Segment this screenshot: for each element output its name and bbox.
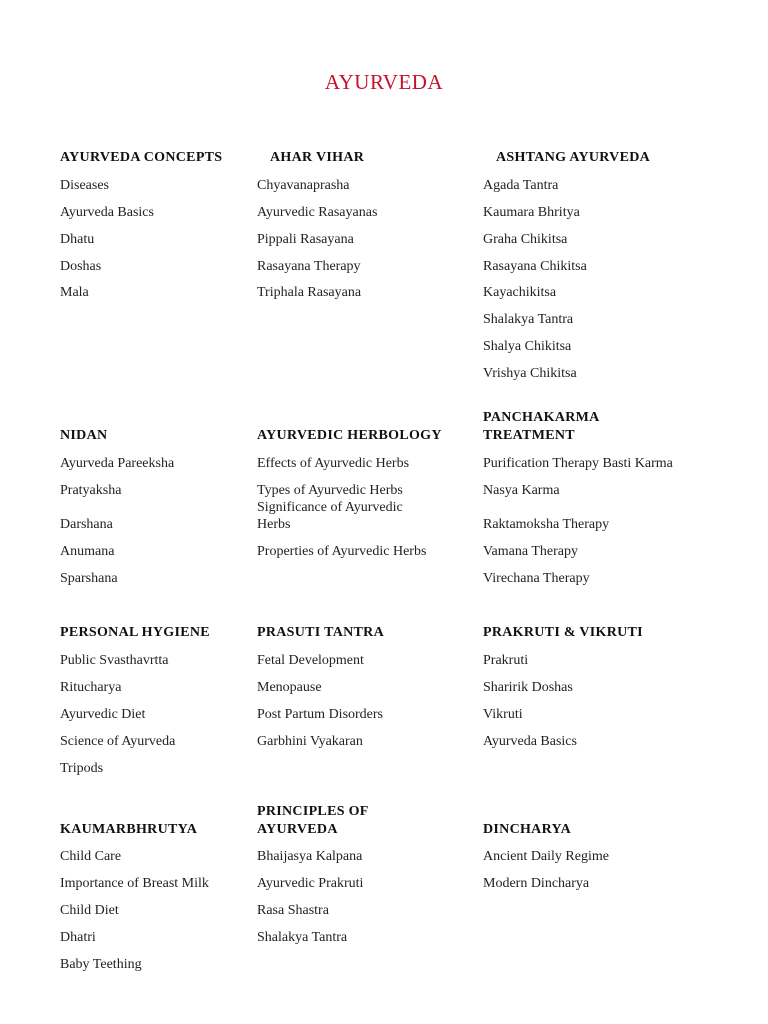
- section-heading-principles-line2[interactable]: AYURVEDA: [257, 822, 338, 837]
- list-item[interactable]: Darshana: [60, 517, 113, 532]
- list-item[interactable]: Pippali Rasayana: [257, 232, 354, 247]
- section-heading-kaumarbhrutya[interactable]: KAUMARBHRUTYA: [60, 822, 198, 837]
- list-item[interactable]: Chyavanaprasha: [257, 178, 350, 193]
- list-item[interactable]: Fetal Development: [257, 653, 364, 668]
- list-item[interactable]: Kaumara Bhritya: [483, 205, 580, 220]
- list-item[interactable]: Raktamoksha Therapy: [483, 517, 610, 532]
- list-item[interactable]: Tripods: [60, 761, 104, 776]
- list-item[interactable]: Properties of Ayurvedic Herbs: [257, 544, 427, 559]
- list-item[interactable]: Kayachikitsa: [483, 285, 557, 300]
- list-item[interactable]: Shalakya Tantra: [257, 930, 348, 945]
- list-item[interactable]: Ayurveda Pareeksha: [60, 456, 175, 471]
- list-item[interactable]: Ayurvedic Diet: [60, 707, 146, 722]
- list-item[interactable]: Rasayana Therapy: [257, 259, 361, 274]
- list-item[interactable]: Garbhini Vyakaran: [257, 734, 363, 749]
- list-item[interactable]: Graha Chikitsa: [483, 232, 568, 247]
- list-item[interactable]: Ayurvedic Rasayanas: [257, 205, 378, 220]
- list-item[interactable]: Ancient Daily Regime: [483, 849, 609, 864]
- list-item[interactable]: Sharirik Doshas: [483, 680, 573, 695]
- list-item[interactable]: Agada Tantra: [483, 178, 559, 193]
- list-item[interactable]: Rasa Shastra: [257, 903, 329, 918]
- section-heading-ahar-vihar[interactable]: AHAR VIHAR: [270, 150, 365, 165]
- list-item[interactable]: Post Partum Disorders: [257, 707, 383, 722]
- list-item[interactable]: Dhatu: [60, 232, 95, 247]
- list-item[interactable]: Anumana: [60, 544, 115, 559]
- list-item[interactable]: Shalya Chikitsa: [483, 339, 572, 354]
- list-item[interactable]: Triphala Rasayana: [257, 285, 362, 300]
- section-heading-personal-hygiene[interactable]: PERSONAL HYGIENE: [60, 625, 210, 640]
- section-heading-dincharya[interactable]: DINCHARYA: [483, 822, 572, 837]
- list-item[interactable]: Child Care: [60, 849, 122, 864]
- list-item[interactable]: Doshas: [60, 259, 102, 274]
- section-heading-principles-line1[interactable]: PRINCIPLES OF: [257, 804, 369, 819]
- list-item[interactable]: Diseases: [60, 178, 109, 193]
- list-item[interactable]: Rasayana Chikitsa: [483, 259, 587, 274]
- list-item[interactable]: Ayurveda Basics: [60, 205, 154, 220]
- list-item[interactable]: Ayurveda Basics: [483, 734, 577, 749]
- list-item[interactable]: Prakruti: [483, 653, 529, 668]
- list-item[interactable]: Modern Dincharya: [483, 876, 590, 891]
- list-item[interactable]: Virechana Therapy: [483, 571, 590, 586]
- list-item[interactable]: Shalakya Tantra: [483, 312, 574, 327]
- section-heading-nidan[interactable]: NIDAN: [60, 428, 108, 443]
- list-item[interactable]: Purification Therapy Basti Karma: [483, 456, 673, 471]
- list-item[interactable]: Child Diet: [60, 903, 119, 918]
- list-item[interactable]: Effects of Ayurvedic Herbs: [257, 456, 410, 471]
- list-item[interactable]: Menopause: [257, 680, 322, 695]
- list-item[interactable]: Science of Ayurveda: [60, 734, 176, 749]
- list-item[interactable]: Baby Teething: [60, 957, 142, 972]
- section-heading-panchakarma-line1[interactable]: PANCHAKARMA: [483, 410, 600, 425]
- list-item[interactable]: Bhaijasya Kalpana: [257, 849, 363, 864]
- section-heading-prakruti-vikruti[interactable]: PRAKRUTI & VIKRUTI: [483, 625, 643, 640]
- section-heading-prasuti-tantra[interactable]: PRASUTI TANTRA: [257, 625, 384, 640]
- list-item[interactable]: Significance of Ayurvedic Herbs: [257, 500, 403, 532]
- list-item[interactable]: Vikruti: [483, 707, 523, 722]
- list-item[interactable]: Ritucharya: [60, 680, 122, 695]
- list-item[interactable]: Public Svasthavrtta: [60, 653, 169, 668]
- list-item[interactable]: Sparshana: [60, 571, 118, 586]
- list-item[interactable]: Vamana Therapy: [483, 544, 578, 559]
- list-item[interactable]: Mala: [60, 285, 89, 300]
- list-item[interactable]: Importance of Breast Milk: [60, 876, 209, 891]
- section-heading-ayurveda-concepts[interactable]: AYURVEDA CONCEPTS: [60, 150, 223, 165]
- page-title: AYURVEDA: [324, 70, 444, 94]
- list-item[interactable]: Types of Ayurvedic Herbs: [257, 483, 403, 498]
- section-heading-ayurvedic-herbology[interactable]: AYURVEDIC HERBOLOGY: [257, 428, 442, 443]
- list-item[interactable]: Dhatri: [60, 930, 96, 945]
- list-item[interactable]: Ayurvedic Prakruti: [257, 876, 364, 891]
- list-item[interactable]: Nasya Karma: [483, 483, 560, 498]
- section-heading-ashtang-ayurveda[interactable]: ASHTANG AYURVEDA: [496, 150, 651, 165]
- list-item[interactable]: Pratyaksha: [60, 483, 122, 498]
- section-heading-panchakarma-line2[interactable]: TREATMENT: [483, 428, 575, 443]
- list-item[interactable]: Vrishya Chikitsa: [483, 366, 577, 381]
